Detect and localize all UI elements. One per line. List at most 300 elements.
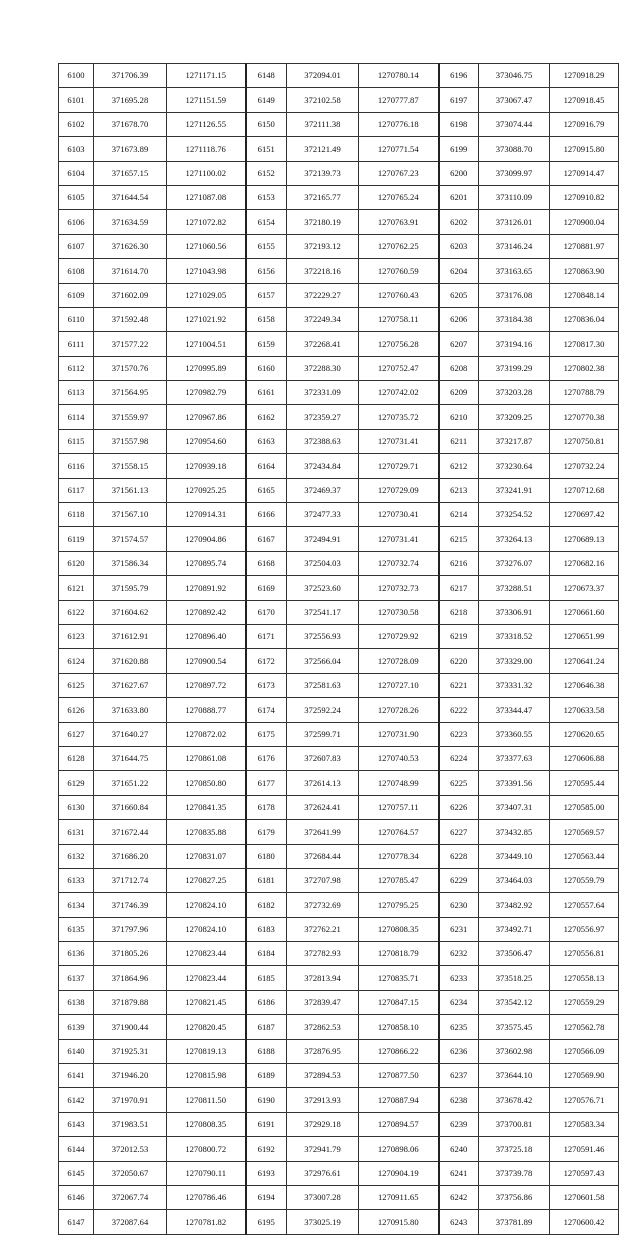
x-coord-cell: 373756.86 — [479, 1185, 550, 1209]
point-id-cell: 6134 — [59, 893, 94, 917]
x-coord-cell: 372581.63 — [287, 673, 359, 697]
point-id-cell: 6133 — [59, 868, 94, 892]
y-coord-cell: 1270847.15 — [359, 990, 439, 1014]
table-row — [59, 88, 619, 112]
point-id-cell: 6159 — [246, 332, 287, 356]
x-coord-cell: 373088.70 — [479, 137, 550, 161]
x-coord-cell: 371614.70 — [94, 259, 167, 283]
y-coord-cell: 1270591.46 — [550, 1137, 619, 1161]
y-coord-cell: 1270606.88 — [550, 746, 619, 770]
y-coord-cell: 1270569.57 — [550, 820, 619, 844]
point-id-cell: 6140 — [59, 1039, 94, 1063]
x-coord-cell: 371612.91 — [94, 624, 167, 648]
point-id-cell: 6194 — [246, 1185, 287, 1209]
point-id-cell: 6131 — [59, 820, 94, 844]
x-coord-cell: 373602.98 — [479, 1039, 550, 1063]
y-coord-cell: 1270750.81 — [550, 429, 619, 453]
x-coord-cell: 372094.01 — [287, 64, 359, 88]
point-id-cell: 6218 — [439, 600, 479, 624]
y-coord-cell: 1270995.89 — [167, 356, 246, 380]
x-coord-cell: 371712.74 — [94, 868, 167, 892]
point-id-cell: 6187 — [246, 1015, 287, 1039]
y-coord-cell: 1270682.16 — [550, 551, 619, 575]
y-coord-cell: 1270748.99 — [359, 771, 439, 795]
x-coord-cell: 373739.78 — [479, 1161, 550, 1185]
y-coord-cell: 1270697.42 — [550, 503, 619, 527]
x-coord-cell: 371602.09 — [94, 283, 167, 307]
y-coord-cell: 1270900.04 — [550, 210, 619, 234]
point-id-cell: 6178 — [246, 795, 287, 819]
y-coord-cell: 1270778.34 — [359, 844, 439, 868]
point-id-cell: 6201 — [439, 185, 479, 209]
point-id-cell: 6240 — [439, 1137, 479, 1161]
point-id-cell: 6230 — [439, 893, 479, 917]
y-coord-cell: 1270850.80 — [167, 771, 246, 795]
y-coord-cell: 1270731.90 — [359, 722, 439, 746]
table-row — [59, 210, 619, 234]
x-coord-cell: 371586.34 — [94, 551, 167, 575]
x-coord-cell: 373377.63 — [479, 746, 550, 770]
y-coord-cell: 1270863.90 — [550, 259, 619, 283]
y-coord-cell: 1270888.77 — [167, 698, 246, 722]
y-coord-cell: 1270601.58 — [550, 1185, 619, 1209]
x-coord-cell: 371559.97 — [94, 405, 167, 429]
y-coord-cell: 1270597.43 — [550, 1161, 619, 1185]
y-coord-cell: 1270781.82 — [167, 1210, 246, 1234]
table-row — [59, 137, 619, 161]
x-coord-cell: 372541.17 — [287, 600, 359, 624]
x-coord-cell: 372592.24 — [287, 698, 359, 722]
y-coord-cell: 1270780.14 — [359, 64, 439, 88]
y-coord-cell: 1270595.44 — [550, 771, 619, 795]
table-row — [59, 722, 619, 746]
point-id-cell: 6185 — [246, 966, 287, 990]
x-coord-cell: 371634.59 — [94, 210, 167, 234]
table-row — [59, 112, 619, 136]
x-coord-cell: 373575.45 — [479, 1015, 550, 1039]
y-coord-cell: 1270788.79 — [550, 381, 619, 405]
y-coord-cell: 1270904.19 — [359, 1161, 439, 1185]
y-coord-cell: 1270823.44 — [167, 966, 246, 990]
x-coord-cell: 371797.96 — [94, 917, 167, 941]
point-id-cell: 6148 — [246, 64, 287, 88]
table-row — [59, 356, 619, 380]
point-id-cell: 6123 — [59, 624, 94, 648]
y-coord-cell: 1270836.04 — [550, 307, 619, 331]
table-row — [59, 259, 619, 283]
x-coord-cell: 372494.91 — [287, 527, 359, 551]
point-id-cell: 6202 — [439, 210, 479, 234]
x-coord-cell: 373344.47 — [479, 698, 550, 722]
point-id-cell: 6197 — [439, 88, 479, 112]
point-id-cell: 6130 — [59, 795, 94, 819]
point-id-cell: 6143 — [59, 1112, 94, 1136]
y-coord-cell: 1270915.80 — [550, 137, 619, 161]
y-coord-cell: 1270646.38 — [550, 673, 619, 697]
x-coord-cell: 372599.71 — [287, 722, 359, 746]
x-coord-cell: 373482.92 — [479, 893, 550, 917]
x-coord-cell: 371570.76 — [94, 356, 167, 380]
point-id-cell: 6116 — [59, 454, 94, 478]
y-coord-cell: 1270758.11 — [359, 307, 439, 331]
x-coord-cell: 371558.15 — [94, 454, 167, 478]
x-coord-cell: 372607.83 — [287, 746, 359, 770]
x-coord-cell: 373464.03 — [479, 868, 550, 892]
table-row — [59, 868, 619, 892]
table-body — [59, 64, 619, 1235]
y-coord-cell: 1270559.29 — [550, 990, 619, 1014]
x-coord-cell: 371644.54 — [94, 185, 167, 209]
y-coord-cell: 1270558.13 — [550, 966, 619, 990]
x-coord-cell: 373217.87 — [479, 429, 550, 453]
y-coord-cell: 1270767.23 — [359, 161, 439, 185]
y-coord-cell: 1270764.57 — [359, 820, 439, 844]
point-id-cell: 6119 — [59, 527, 94, 551]
point-id-cell: 6106 — [59, 210, 94, 234]
point-id-cell: 6142 — [59, 1088, 94, 1112]
point-id-cell: 6235 — [439, 1015, 479, 1039]
x-coord-cell: 372782.93 — [287, 942, 359, 966]
y-coord-cell: 1271171.15 — [167, 64, 246, 88]
y-coord-cell: 1270896.40 — [167, 624, 246, 648]
x-coord-cell: 371864.96 — [94, 966, 167, 990]
point-id-cell: 6166 — [246, 503, 287, 527]
y-coord-cell: 1270728.26 — [359, 698, 439, 722]
table-row — [59, 746, 619, 770]
y-coord-cell: 1270894.57 — [359, 1112, 439, 1136]
x-coord-cell: 373329.00 — [479, 649, 550, 673]
point-id-cell: 6158 — [246, 307, 287, 331]
x-coord-cell: 372087.64 — [94, 1210, 167, 1234]
point-id-cell: 6161 — [246, 381, 287, 405]
y-coord-cell: 1270760.59 — [359, 259, 439, 283]
y-coord-cell: 1271029.05 — [167, 283, 246, 307]
y-coord-cell: 1270824.10 — [167, 893, 246, 917]
point-id-cell: 6135 — [59, 917, 94, 941]
y-coord-cell: 1270776.18 — [359, 112, 439, 136]
x-coord-cell: 371633.80 — [94, 698, 167, 722]
y-coord-cell: 1270712.68 — [550, 478, 619, 502]
point-id-cell: 6138 — [59, 990, 94, 1014]
point-id-cell: 6150 — [246, 112, 287, 136]
x-coord-cell: 372876.95 — [287, 1039, 359, 1063]
x-coord-cell: 371644.75 — [94, 746, 167, 770]
x-coord-cell: 371879.88 — [94, 990, 167, 1014]
point-id-cell: 6170 — [246, 600, 287, 624]
point-id-cell: 6181 — [246, 868, 287, 892]
y-coord-cell: 1270760.43 — [359, 283, 439, 307]
x-coord-cell: 371746.39 — [94, 893, 167, 917]
x-coord-cell: 373209.25 — [479, 405, 550, 429]
x-coord-cell: 373099.97 — [479, 161, 550, 185]
y-coord-cell: 1270904.86 — [167, 527, 246, 551]
y-coord-cell: 1270800.72 — [167, 1137, 246, 1161]
point-id-cell: 6188 — [246, 1039, 287, 1063]
x-coord-cell: 372331.09 — [287, 381, 359, 405]
x-coord-cell: 371970.91 — [94, 1088, 167, 1112]
x-coord-cell: 372102.58 — [287, 88, 359, 112]
y-coord-cell: 1270765.24 — [359, 185, 439, 209]
table-row — [59, 185, 619, 209]
point-id-cell: 6152 — [246, 161, 287, 185]
x-coord-cell: 372976.61 — [287, 1161, 359, 1185]
x-coord-cell: 371557.98 — [94, 429, 167, 453]
x-coord-cell: 372218.16 — [287, 259, 359, 283]
y-coord-cell: 1270730.58 — [359, 600, 439, 624]
x-coord-cell: 371604.62 — [94, 600, 167, 624]
table-row — [59, 1039, 619, 1063]
point-id-cell: 6204 — [439, 259, 479, 283]
point-id-cell: 6103 — [59, 137, 94, 161]
point-id-cell: 6210 — [439, 405, 479, 429]
x-coord-cell: 373110.09 — [479, 185, 550, 209]
point-id-cell: 6184 — [246, 942, 287, 966]
point-id-cell: 6132 — [59, 844, 94, 868]
y-coord-cell: 1270914.31 — [167, 503, 246, 527]
point-id-cell: 6164 — [246, 454, 287, 478]
point-id-cell: 6241 — [439, 1161, 479, 1185]
x-coord-cell: 373176.08 — [479, 283, 550, 307]
table-row — [59, 503, 619, 527]
y-coord-cell: 1270918.29 — [550, 64, 619, 88]
x-coord-cell: 373264.13 — [479, 527, 550, 551]
y-coord-cell: 1270811.50 — [167, 1088, 246, 1112]
x-coord-cell: 371686.20 — [94, 844, 167, 868]
x-coord-cell: 372249.34 — [287, 307, 359, 331]
y-coord-cell: 1270925.25 — [167, 478, 246, 502]
x-coord-cell: 373391.56 — [479, 771, 550, 795]
y-coord-cell: 1270735.72 — [359, 405, 439, 429]
point-id-cell: 6125 — [59, 673, 94, 697]
table-row — [59, 1137, 619, 1161]
table-row — [59, 1088, 619, 1112]
y-coord-cell: 1270786.46 — [167, 1185, 246, 1209]
x-coord-cell: 371574.57 — [94, 527, 167, 551]
y-coord-cell: 1270661.60 — [550, 600, 619, 624]
point-id-cell: 6175 — [246, 722, 287, 746]
x-coord-cell: 372050.67 — [94, 1161, 167, 1185]
x-coord-cell: 371983.51 — [94, 1112, 167, 1136]
point-id-cell: 6231 — [439, 917, 479, 941]
y-coord-cell: 1270785.47 — [359, 868, 439, 892]
x-coord-cell: 373360.55 — [479, 722, 550, 746]
y-coord-cell: 1270563.44 — [550, 844, 619, 868]
y-coord-cell: 1270819.13 — [167, 1039, 246, 1063]
point-id-cell: 6160 — [246, 356, 287, 380]
point-id-cell: 6193 — [246, 1161, 287, 1185]
y-coord-cell: 1270559.79 — [550, 868, 619, 892]
y-coord-cell: 1271126.55 — [167, 112, 246, 136]
x-coord-cell: 373194.16 — [479, 332, 550, 356]
table-row — [59, 698, 619, 722]
table-row — [59, 1015, 619, 1039]
table-row — [59, 576, 619, 600]
y-coord-cell: 1270821.45 — [167, 990, 246, 1014]
x-coord-cell: 372839.47 — [287, 990, 359, 1014]
x-coord-cell: 373288.51 — [479, 576, 550, 600]
point-id-cell: 6165 — [246, 478, 287, 502]
x-coord-cell: 372434.84 — [287, 454, 359, 478]
point-id-cell: 6192 — [246, 1137, 287, 1161]
point-id-cell: 6236 — [439, 1039, 479, 1063]
y-coord-cell: 1270895.74 — [167, 551, 246, 575]
point-id-cell: 6206 — [439, 307, 479, 331]
y-coord-cell: 1270740.53 — [359, 746, 439, 770]
x-coord-cell: 371678.70 — [94, 112, 167, 136]
point-id-cell: 6191 — [246, 1112, 287, 1136]
y-coord-cell: 1271043.98 — [167, 259, 246, 283]
table-row — [59, 307, 619, 331]
y-coord-cell: 1270641.24 — [550, 649, 619, 673]
x-coord-cell: 372165.77 — [287, 185, 359, 209]
y-coord-cell: 1271100.02 — [167, 161, 246, 185]
point-id-cell: 6145 — [59, 1161, 94, 1185]
table-row — [59, 405, 619, 429]
point-id-cell: 6173 — [246, 673, 287, 697]
point-id-cell: 6155 — [246, 234, 287, 258]
y-coord-cell: 1270802.38 — [550, 356, 619, 380]
table-row — [59, 649, 619, 673]
table-row — [59, 942, 619, 966]
y-coord-cell: 1270566.09 — [550, 1039, 619, 1063]
y-coord-cell: 1270732.24 — [550, 454, 619, 478]
point-id-cell: 6209 — [439, 381, 479, 405]
point-id-cell: 6101 — [59, 88, 94, 112]
y-coord-cell: 1270914.47 — [550, 161, 619, 185]
x-coord-cell: 373230.64 — [479, 454, 550, 478]
y-coord-cell: 1270831.07 — [167, 844, 246, 868]
y-coord-cell: 1270982.79 — [167, 381, 246, 405]
y-coord-cell: 1270777.87 — [359, 88, 439, 112]
table-row — [59, 478, 619, 502]
y-coord-cell: 1270939.18 — [167, 454, 246, 478]
y-coord-cell: 1270841.35 — [167, 795, 246, 819]
point-id-cell: 6189 — [246, 1064, 287, 1088]
y-coord-cell: 1270728.09 — [359, 649, 439, 673]
y-coord-cell: 1271060.56 — [167, 234, 246, 258]
point-id-cell: 6195 — [246, 1210, 287, 1234]
x-coord-cell: 371640.27 — [94, 722, 167, 746]
point-id-cell: 6120 — [59, 551, 94, 575]
y-coord-cell: 1270827.25 — [167, 868, 246, 892]
point-id-cell: 6196 — [439, 64, 479, 88]
point-id-cell: 6224 — [439, 746, 479, 770]
y-coord-cell: 1270763.91 — [359, 210, 439, 234]
point-id-cell: 6237 — [439, 1064, 479, 1088]
point-id-cell: 6111 — [59, 332, 94, 356]
y-coord-cell: 1270731.41 — [359, 527, 439, 551]
point-id-cell: 6163 — [246, 429, 287, 453]
point-id-cell: 6211 — [439, 429, 479, 453]
point-id-cell: 6157 — [246, 283, 287, 307]
y-coord-cell: 1270620.65 — [550, 722, 619, 746]
x-coord-cell: 373492.71 — [479, 917, 550, 941]
y-coord-cell: 1270569.90 — [550, 1064, 619, 1088]
x-coord-cell: 372523.60 — [287, 576, 359, 600]
table-row — [59, 795, 619, 819]
point-id-cell: 6128 — [59, 746, 94, 770]
y-coord-cell: 1270872.02 — [167, 722, 246, 746]
y-coord-cell: 1270835.88 — [167, 820, 246, 844]
x-coord-cell: 372614.13 — [287, 771, 359, 795]
x-coord-cell: 371695.28 — [94, 88, 167, 112]
x-coord-cell: 371651.22 — [94, 771, 167, 795]
y-coord-cell: 1270815.98 — [167, 1064, 246, 1088]
y-coord-cell: 1270918.45 — [550, 88, 619, 112]
point-id-cell: 6238 — [439, 1088, 479, 1112]
table-row — [59, 966, 619, 990]
point-id-cell: 6215 — [439, 527, 479, 551]
x-coord-cell: 371672.44 — [94, 820, 167, 844]
x-coord-cell: 372913.93 — [287, 1088, 359, 1112]
x-coord-cell: 373007.28 — [287, 1185, 359, 1209]
y-coord-cell: 1270820.45 — [167, 1015, 246, 1039]
point-id-cell: 6129 — [59, 771, 94, 795]
point-id-cell: 6232 — [439, 942, 479, 966]
x-coord-cell: 373331.32 — [479, 673, 550, 697]
y-coord-cell: 1270866.22 — [359, 1039, 439, 1063]
x-coord-cell: 373126.01 — [479, 210, 550, 234]
y-coord-cell: 1270823.44 — [167, 942, 246, 966]
y-coord-cell: 1270967.86 — [167, 405, 246, 429]
point-id-cell: 6199 — [439, 137, 479, 161]
point-id-cell: 6112 — [59, 356, 94, 380]
table-row — [59, 673, 619, 697]
x-coord-cell: 371564.95 — [94, 381, 167, 405]
y-coord-cell: 1270732.74 — [359, 551, 439, 575]
point-id-cell: 6179 — [246, 820, 287, 844]
x-coord-cell: 372862.53 — [287, 1015, 359, 1039]
table-row — [59, 917, 619, 941]
point-id-cell: 6137 — [59, 966, 94, 990]
point-id-cell: 6113 — [59, 381, 94, 405]
x-coord-cell: 371657.15 — [94, 161, 167, 185]
point-id-cell: 6167 — [246, 527, 287, 551]
x-coord-cell: 373203.28 — [479, 381, 550, 405]
y-coord-cell: 1270891.92 — [167, 576, 246, 600]
point-id-cell: 6186 — [246, 990, 287, 1014]
x-coord-cell: 372469.37 — [287, 478, 359, 502]
table-row — [59, 161, 619, 185]
point-id-cell: 6217 — [439, 576, 479, 600]
point-id-cell: 6239 — [439, 1112, 479, 1136]
y-coord-cell: 1270897.72 — [167, 673, 246, 697]
point-id-cell: 6102 — [59, 112, 94, 136]
point-id-cell: 6216 — [439, 551, 479, 575]
y-coord-cell: 1270824.10 — [167, 917, 246, 941]
y-coord-cell: 1270729.09 — [359, 478, 439, 502]
point-id-cell: 6242 — [439, 1185, 479, 1209]
y-coord-cell: 1271004.51 — [167, 332, 246, 356]
point-id-cell: 6117 — [59, 478, 94, 502]
x-coord-cell: 373241.91 — [479, 478, 550, 502]
point-id-cell: 6171 — [246, 624, 287, 648]
x-coord-cell: 372929.18 — [287, 1112, 359, 1136]
x-coord-cell: 373700.81 — [479, 1112, 550, 1136]
y-coord-cell: 1270900.54 — [167, 649, 246, 673]
point-id-cell: 6222 — [439, 698, 479, 722]
y-coord-cell: 1270600.42 — [550, 1210, 619, 1234]
x-coord-cell: 371805.26 — [94, 942, 167, 966]
point-id-cell: 6226 — [439, 795, 479, 819]
y-coord-cell: 1270818.79 — [359, 942, 439, 966]
y-coord-cell: 1271021.92 — [167, 307, 246, 331]
point-id-cell: 6146 — [59, 1185, 94, 1209]
table-row — [59, 771, 619, 795]
point-id-cell: 6154 — [246, 210, 287, 234]
x-coord-cell: 372359.27 — [287, 405, 359, 429]
x-coord-cell: 372288.30 — [287, 356, 359, 380]
